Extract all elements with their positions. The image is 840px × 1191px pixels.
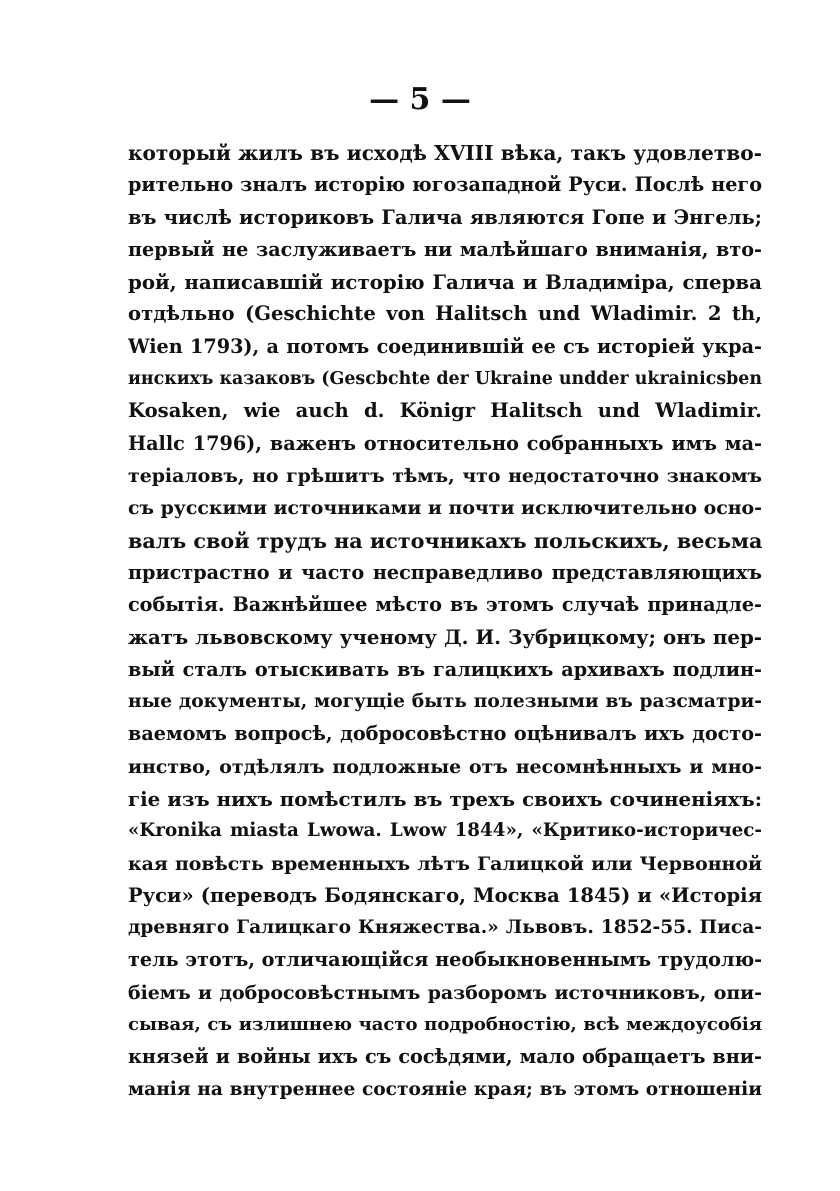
text-line: теріаловъ, но грѣшитъ тѣмъ, что недостаточно знакомъ	[128, 464, 762, 487]
text-line: жатъ львовскому ученому Д. И. Зубрицкому; онъ пер-	[128, 625, 762, 650]
text-line: событія. Важнѣйшее мѣсто въ этомъ случаѣ принадле-	[128, 593, 762, 617]
text-line: который жилъ въ исходѣ XVIII вѣка, такъ удовлетво-	[128, 141, 762, 165]
text-line: съ русскими источниками и почти исключительно осно-	[128, 497, 762, 520]
text-line: князей и войны ихъ съ сосѣдями, мало обращаетъ вни-	[128, 1045, 762, 1069]
text-line: Wien 1793), а потомъ соединившій ее съ исторіей укра-	[128, 334, 762, 358]
body-text	[128, 137, 762, 1106]
text-line: кая повѣсть временныхъ лѣтъ Галицкой или Червонной	[128, 852, 762, 875]
text-line: рительно зналъ исторію югозападной Руси. Послѣ него	[128, 173, 762, 197]
text-line: рой, написавшій исторію Галича и Владиміра, сперва	[128, 270, 762, 295]
text-line: инство, отдѣлялъ подложные отъ несомнѣнныхъ и мно-	[128, 755, 762, 778]
text-line: ные документы, могущіе быть полезными въ разсматри-	[128, 691, 762, 713]
text-line: въ числѣ историковъ Галича являются Гопе и Энгель;	[128, 205, 762, 229]
text-line: сывая, съ излишнею часто подробностію, всѣ междоусобія	[128, 1014, 762, 1036]
text-line: біемъ и добросовѣстнымъ разборомъ источниковъ, опи-	[128, 981, 762, 1004]
text-line: тель этотъ, отличающійся необыкновеннымъ трудолю-	[128, 948, 762, 972]
text-line: первый не заслуживаетъ ни малѣйшаго вниманія, вто-	[128, 237, 762, 261]
text-line: древняго Галицкаго Княжества.» Львовъ. 1852-55. Писа-	[128, 917, 762, 939]
text-line: отдѣльно (Geschichte von Halitsch und Wladimir. 2 th,	[128, 302, 762, 326]
text-line: вый сталъ отыскивать въ галицкихъ архивахъ подлин-	[128, 657, 762, 681]
text-line: Руси» (переводъ Бодянскаго, Москва 1845) и «Исторія	[128, 883, 762, 907]
text-line: «Kronika miasta Lwowa. Lwow 1844», «Критико-историчес-	[128, 820, 762, 842]
text-line: ваемомъ вопросѣ, добросовѣстно оцѣнивалъ ихъ досто-	[128, 722, 762, 746]
text-line: пристрастно и часто несправедливо представляющихъ	[128, 560, 762, 584]
text-line: Kosaken, wie auch d. Königr Halitsch und Wladimir.	[128, 399, 762, 423]
text-line: гіе изъ нихъ помѣстилъ въ трехъ своихъ сочиненіяхъ:	[128, 786, 762, 811]
text-line: инскихъ казаковъ (Gescbchte der Ukraine undder ukrainicsben	[128, 369, 762, 390]
text-line: Hallc 1796), важенъ относительно собранныхъ имъ ма-	[128, 431, 762, 455]
text-line: манія на внутреннее состояніе края; въ этомъ отношеніи	[128, 1078, 762, 1100]
text-line: валъ свой трудъ на источникахъ польскихъ, весьма	[128, 528, 762, 553]
page-number: — 5 —	[369, 82, 471, 117]
